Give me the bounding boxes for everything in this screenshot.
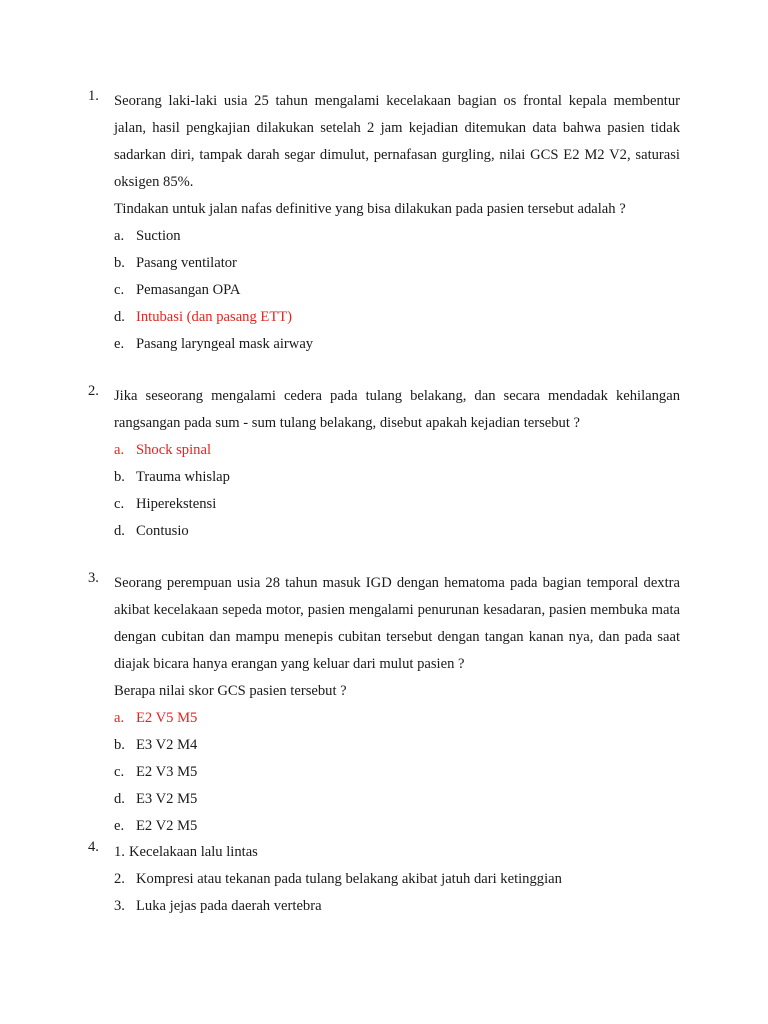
option-letter: e. bbox=[114, 818, 125, 834]
list-item-2 bbox=[114, 866, 680, 893]
list-item-number: 2. bbox=[114, 871, 125, 887]
list-item-text: Kompresi atau tekanan pada tulang belakang akibat jatuh dari ketinggian bbox=[136, 871, 562, 887]
question-number: 3. bbox=[88, 570, 99, 586]
list-item-1 bbox=[114, 839, 680, 866]
question-number: 2. bbox=[88, 383, 99, 399]
option-text: E2 V2 M5 bbox=[136, 818, 198, 834]
list-item-text: Luka jejas pada daerah vertebra bbox=[136, 898, 322, 914]
list-item-number: 1. bbox=[114, 844, 125, 860]
question-number: 4. bbox=[88, 839, 99, 855]
question-text: Seorang laki-laki usia 25 tahun mengalami kecelakaan bagian os frontal kepala membentur jalan, hasil pengkajian dilakukan setelah 2 jam kejadian ditemukan data bahwa pasien tidak sadarkan diri, tampak darah segar dimulut, pernafasan gurgling, nilai GCS E2 M2 V2, saturasi oksigen 85%. bbox=[114, 93, 680, 190]
option-text: Hiperekstensi bbox=[136, 496, 217, 512]
option-text: Pasang ventilator bbox=[136, 255, 237, 271]
option-a-correct bbox=[114, 437, 680, 464]
question-number: 1. bbox=[88, 88, 99, 104]
option-text: Contusio bbox=[136, 523, 189, 539]
option-c bbox=[114, 277, 680, 304]
option-letter: d. bbox=[114, 309, 125, 325]
option-c bbox=[114, 759, 680, 786]
option-text: Suction bbox=[136, 228, 181, 244]
option-letter: d. bbox=[114, 523, 125, 539]
option-text: Pemasangan OPA bbox=[136, 282, 241, 298]
question-2 bbox=[88, 383, 680, 545]
correct-answer-text: Shock spinal bbox=[136, 442, 211, 458]
option-letter: a. bbox=[114, 442, 125, 458]
question-3 bbox=[88, 570, 680, 840]
option-c bbox=[114, 491, 680, 518]
option-text: Pasang laryngeal mask airway bbox=[136, 336, 314, 352]
option-a-correct bbox=[114, 705, 680, 732]
list-item-number: 3. bbox=[114, 898, 125, 914]
option-b bbox=[114, 732, 680, 759]
option-letter: c. bbox=[114, 282, 125, 298]
option-d bbox=[114, 518, 680, 545]
question-prompt: Berapa nilai skor GCS pasien tersebut ? bbox=[114, 683, 347, 699]
option-letter: d. bbox=[114, 791, 125, 807]
option-d bbox=[114, 786, 680, 813]
question-prompt: Tindakan untuk jalan nafas definitive yang bisa dilakukan pada pasien tersebut adalah ? bbox=[114, 201, 626, 217]
option-letter: e. bbox=[114, 336, 125, 352]
question-text: Seorang perempuan usia 28 tahun masuk IGD dengan hematoma pada bagian temporal dextra akibat kecelakaan sepeda motor, pasien mengalami penurunan kesadaran, pasien membuka mata dengan cubitan dan mampu menepis cubitan tersebut dengan tangan kanan nya, dan pada saat diajak bicara hanya erangan yang keluar dari mulut pasien ? bbox=[114, 575, 680, 672]
question-1 bbox=[88, 88, 680, 358]
list-item-text: Kecelakaan lalu lintas bbox=[129, 844, 258, 860]
option-letter: a. bbox=[114, 710, 125, 726]
option-letter: a. bbox=[114, 228, 125, 244]
option-letter: b. bbox=[114, 255, 125, 271]
option-b bbox=[114, 464, 680, 491]
option-letter: b. bbox=[114, 469, 125, 485]
option-text: E3 V2 M4 bbox=[136, 737, 198, 753]
option-text: E3 V2 M5 bbox=[136, 791, 198, 807]
option-e bbox=[114, 331, 680, 358]
question-text: Jika seseorang mengalami cedera pada tulang belakang, dan secara mendadak kehilangan rangsangan pada sum - sum tulang belakang, disebut apakah kejadian tersebut ? bbox=[114, 388, 680, 431]
option-letter: c. bbox=[114, 764, 125, 780]
option-a bbox=[114, 223, 680, 250]
correct-answer-text: E2 V5 M5 bbox=[136, 710, 198, 726]
option-letter: b. bbox=[114, 737, 125, 753]
option-e bbox=[114, 813, 680, 840]
question-4 bbox=[88, 839, 680, 920]
option-d-correct bbox=[114, 304, 680, 331]
option-b bbox=[114, 250, 680, 277]
option-letter: c. bbox=[114, 496, 125, 512]
option-text: Trauma whislap bbox=[136, 469, 230, 485]
list-item-3 bbox=[114, 893, 680, 920]
option-text: E2 V3 M5 bbox=[136, 764, 198, 780]
correct-answer-text: Intubasi (dan pasang ETT) bbox=[136, 309, 293, 325]
